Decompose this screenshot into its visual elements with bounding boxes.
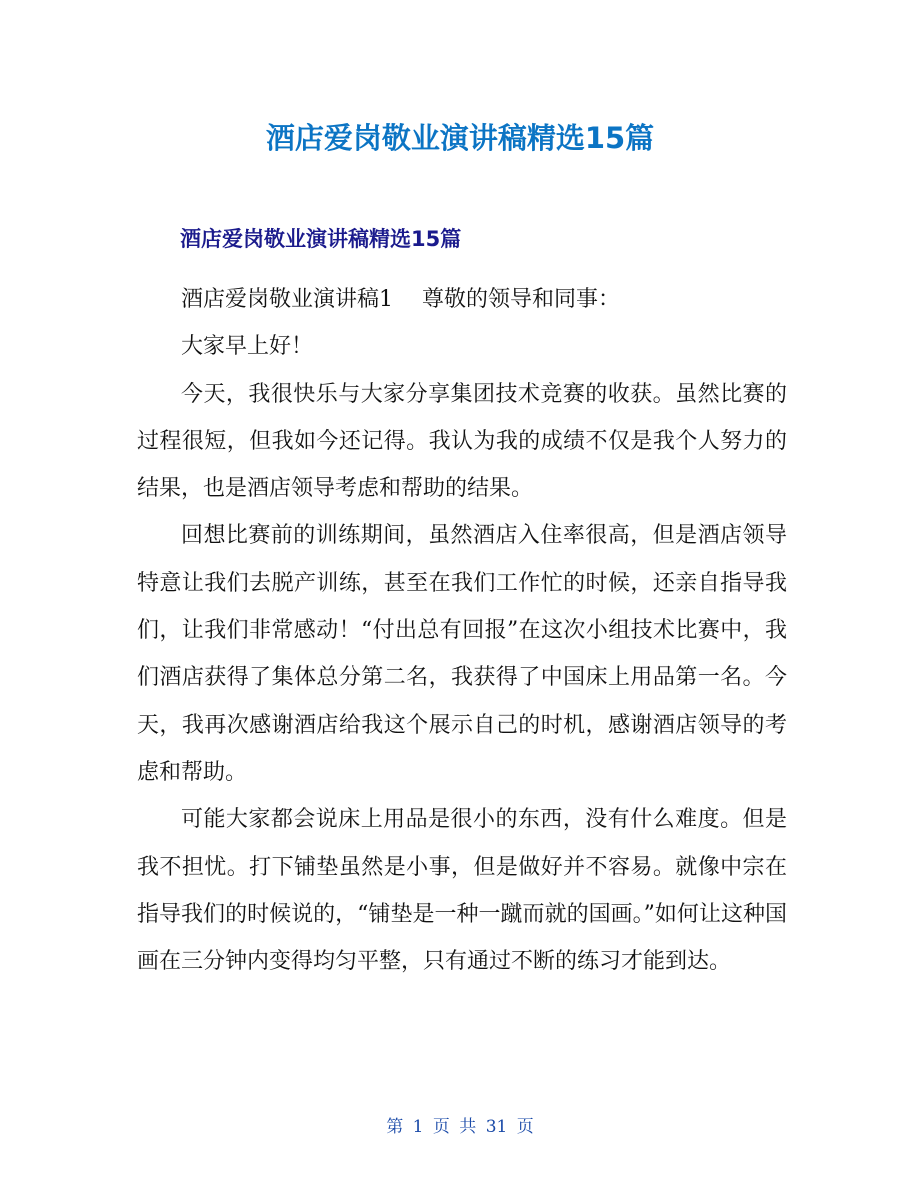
document-body [137, 276, 787, 985]
paragraph: 今天，我很快乐与大家分享集团技术竞赛的收获。虽然比赛的过程很短，但我如今还记得。我认为我的成绩不仅是我个人努力的结果，也是酒店领导考虑和帮助的结果。 [137, 381, 787, 502]
page-number-footer: 第 1 页 共 31 页 [386, 1117, 534, 1137]
paragraph: 可能大家都会说床上用品是很小的东西，没有什么难度。但是我不担忧。打下铺垫虽然是小事，但是做好并不容易。就像中宗在指导我们的时候说的，“铺垫是一种一蹴而就的国画。”如何让这种国画在三分钟内变得均匀平整，只有通过不断的练习才能到达。 [137, 807, 787, 975]
paragraph: 回想比赛前的训练期间，虽然酒店入住率很高，但是酒店领导特意让我们去脱产训练，甚至在我们工作忙的时候，还亲自指导我们，让我们非常感动！“付出总有回报”在这次小组技术比赛中，我们酒店获得了集体总分第二名，我获得了中国床上用品第一名。今天，我再次感谢酒店给我这个展示自己的时机，感谢酒店领导的考虑和帮助。 [137, 523, 787, 785]
paragraph-salutation: 酒店爱岗敬业演讲稿1 尊敬的领导和同事： [181, 287, 620, 312]
paragraph-greeting: 大家早上好！ [181, 334, 314, 360]
section-heading: 酒店爱岗敬业演讲稿精选15篇 [180, 227, 462, 251]
document-title: 酒店爱岗敬业演讲稿精选15篇 [265, 121, 655, 155]
